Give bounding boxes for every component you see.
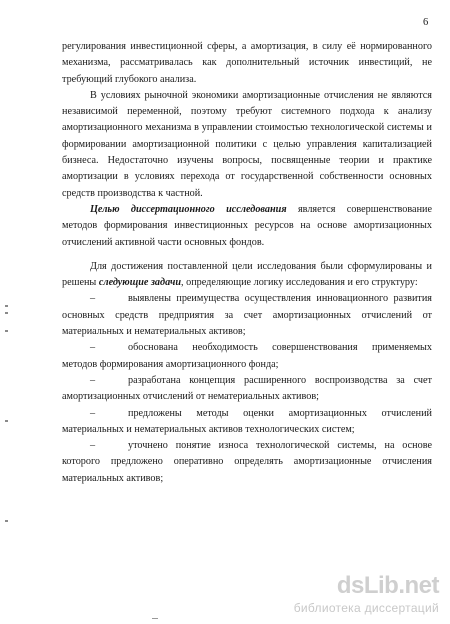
watermark-logo: dsLib.net — [336, 572, 439, 599]
watermark-stamp — [265, 572, 445, 622]
scan-margin-mark — [5, 420, 8, 422]
list-item: – предложены методы оценки амортизационных отчислений материальных и нематериальных активов технологических систем; — [62, 407, 432, 435]
watermark-subtitle: библиотека диссертаций — [293, 601, 439, 615]
paragraph-tasks-intro: Для достижения поставленной цели исследования были сформулированы и решены следующие задачи, определяющие логику исследования и его структуру: — [62, 260, 432, 289]
list-item: – разработана концепция расширенного воспроизводства за счет амортизационных отчислений от нематериальных активов; — [62, 374, 432, 403]
scan-bottom-mark — [152, 618, 158, 619]
dash-bullet: – — [90, 374, 96, 386]
research-goal-heading: Целью диссертационного исследования — [90, 203, 287, 215]
scan-margin-mark — [5, 520, 8, 522]
scan-margin-mark — [5, 330, 8, 332]
scan-margin-mark — [5, 305, 8, 307]
paragraph-intro: регулирования инвестиционной сферы, а амортизация, в силу её нормированного механизма, рассматривалась как дополнительный источник инвестиций, не требующий глубокого анализа. — [62, 41, 432, 85]
paragraph-research-goal: Целью диссертационного исследования является совершенствование методов формирования инвестиционных ресурсов на основе амортизационных отчислений активной части основных фондов. — [62, 203, 432, 248]
list-item: – уточнено понятие износа технологической системы, на основе которого предложено оперативно определять амортизационные отчисления материальных активов; — [62, 440, 432, 484]
list-item: – обоснована необходимость совершенствования применяемых методов формирования амортизационного фонда; — [62, 342, 432, 370]
document-body — [62, 39, 432, 487]
dash-bullet: – — [90, 407, 96, 419]
dash-bullet: – — [90, 293, 96, 305]
dash-bullet: – — [90, 440, 96, 452]
paragraph-market-economy: В условиях рыночной экономики амортизационные отчисления не являются независимой переменной, поэтому требуют системного подхода к анализу амортизационного механизма в управлении стоимостью технологической системы и формировании амортизационной политики с целью управления капитализацией бизнеса. Недостаточно изучены вопросы, посвященные теории и практике амортизации в условиях перехода от государственной собственности основных средств производства к частной. — [62, 89, 432, 199]
dash-bullet: – — [90, 342, 96, 354]
page-number: 6 — [423, 17, 429, 28]
list-item: – выявлены преимущества осуществления инновационного развития основных средств предприятия за счет амортизационных отчислений от материальных и нематериальных активов; — [62, 293, 432, 338]
tasks-heading: следующие задачи — [98, 277, 182, 289]
scan-margin-mark — [5, 312, 8, 314]
